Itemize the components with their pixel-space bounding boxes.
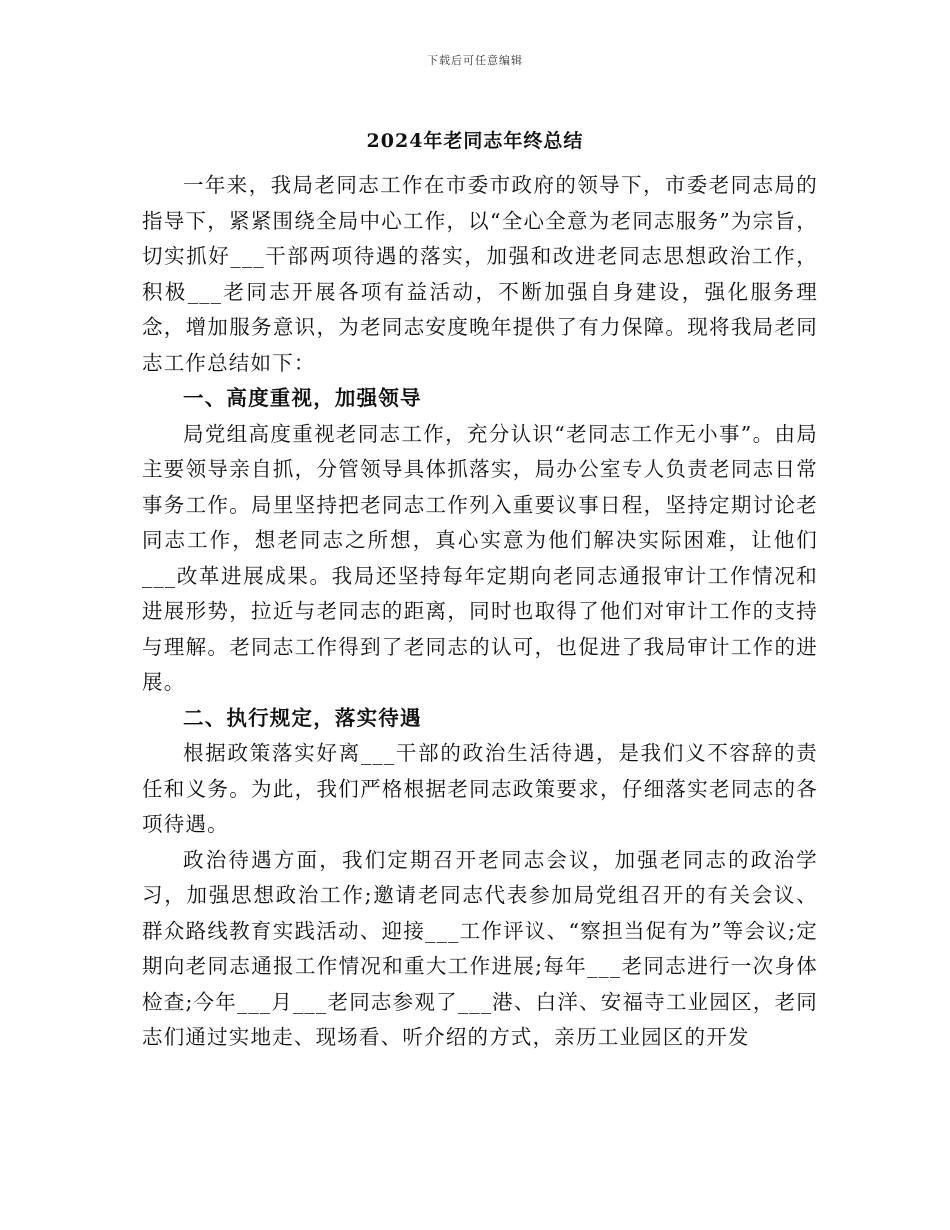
intro-paragraph: 一年来，我局老同志工作在市委市政府的领导下，市委老同志局的指导下，紧紧围绕全局中心工作，以“全心全意为老同志服务”为宗旨，切实抓好___干部两项待遇的落实，加强和改进老同志思想政治工作，积极___老同志开展各项有益活动，不断加强自身建设，强化服务理念，增加服务意识，为老同志安度晚年提供了有力保障。现将我局老同志工作总结如下： (142, 173, 818, 375)
section-heading-2: 二、执行规定，落实待遇 (183, 705, 422, 730)
section-heading-1: 一、高度重视，加强领导 (183, 386, 422, 410)
document-title: 2024年老同志年终总结 (366, 130, 584, 152)
header-note: 下载后可任意编辑 (427, 54, 523, 67)
section-1-paragraph: 局党组高度重视老同志工作，充分认识“老同志工作无小事”。由局主要领导亲自抓，分管领导具体抓落实，局办公室专人负责老同志日常事务工作。局里坚持把老同志工作列入重要议事日程，坚持定期讨论老同志工作，想老同志之所想，真心实意为他们解决实际困难，让他们___改革进展成果。我局还坚持每年定期向老同志通报审计工作情况和进展形势，拉近与老同志的距离，同时也取得了他们对审计工作的支持与理解。老同志工作得到了老同志的认可，也促进了我局审计工作的进展。 (142, 421, 818, 694)
section-2-paragraph-2: 政治待遇方面，我们定期召开老同志会议，加强老同志的政治学习，加强思想政治工作;邀请老同志代表参加局党组召开的有关会议、群众路线教育实践活动、迎接___工作评议、“察担当促有为”等会议;定期向老同志通报工作情况和重大工作进展;每年___老同志进行一次身体检查;今年___月___老同志参观了___港、白洋、安福寺工业园区，老同志们通过实地走、现场看、听介绍的方式，亲历工业园区的开发 (142, 847, 818, 1049)
document-body (142, 168, 818, 1056)
section-2-paragraph-1: 根据政策落实好离___干部的政治生活待遇，是我们义不容辞的责任和义务。为此，我们严格根据老同志政策要求，仔细落实老同志的各项待遇。 (142, 741, 818, 836)
